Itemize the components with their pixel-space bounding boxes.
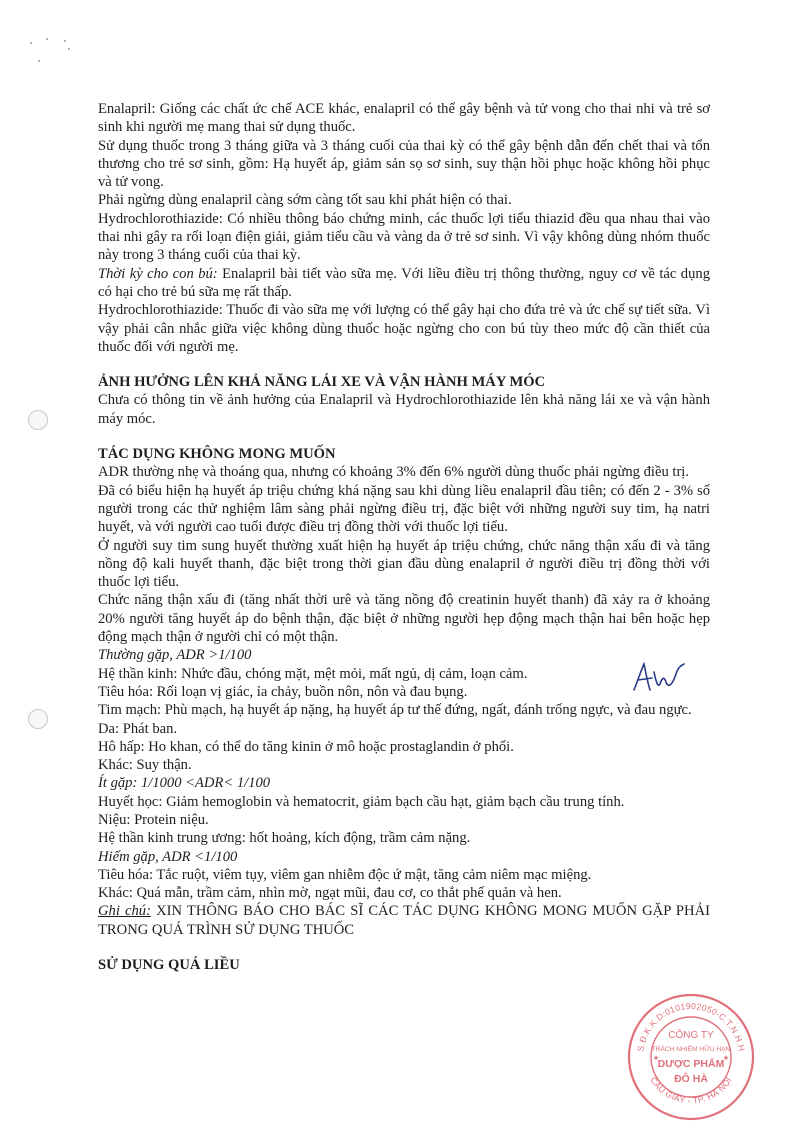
adverse-intro: ADR thường nhẹ và thoáng qua, nhưng có khoảng 3% đến 6% người dùng thuốc phải ngừng điều trị. [98,464,690,481]
punch-hole-top [28,410,48,430]
rare-other: Khác: Quá mẫn, trầm cảm, nhìn mờ, ngạt mũi, đau cơ, co thắt phế quản và hen. [98,885,562,902]
note-paragraph [98,902,710,939]
common-label: Thường gặp, ADR >1/100 [98,647,252,664]
driving-heading: ẢNH HƯỞNG LÊN KHẢ NĂNG LÁI XE VÀ VẬN HÀNH MÁY MÓC [98,374,546,391]
rare-digestive: Tiêu hóa: Tắc ruột, viêm tụy, viêm gan nhiễm độc ứ mật, tăng cảm niêm mạc miệng. [98,866,592,883]
lactation-paragraph [98,265,710,302]
lactation-hctz: Hydrochlorothiazide: Thuốc đi vào sữa mẹ với lượng có thể gây hại cho đứa trẻ và ức chế sự tiết sữa. Vì vậy phải cân nhắc giữa việc không dùng thuốc hoặc ngừng cho con bú tùy theo mức độ cần thiết của thuốc đối với người mẹ. [98,302,710,355]
adverse-heart-failure: Ở người suy tim sung huyết thường xuất hiện hạ huyết áp triệu chứng, chức năng thận xấu đi và tăng nồng độ kali huyết thanh, đặc biệt trong thời gian đầu dùng enalapril ở người điều trị đồng thời với thuốc lợi tiểu. [98,537,710,591]
stamp-bottom-arc: CẦU GIẤY - TP. HÀ NỘI [648,1075,734,1106]
stamp-line-3: DƯỢC PHẨM [657,1058,725,1070]
pregnancy-hctz: Hydrochlorothiazide: Có nhiều thông báo chứng minh, các thuốc lợi tiểu thiazid đều qua nhau thai vào thai nhi gây ra rối loạn điện giải, giảm tiểu cầu và vàng da ở trẻ sơ sinh. Vì vậy không dùng nhóm thuốc này trong 3 tháng cuối của thai kỳ. [98,210,710,264]
lactation-label: Thời kỳ cho con bú: [98,265,218,282]
uncommon-cns: Hệ thần kinh trung ương: hốt hoảng, kích động, trầm cảm nặng. [98,830,471,847]
company-seal [624,990,758,1124]
stamp-line-2: TRÁCH NHIỆM HỮU HẠN [651,1046,731,1053]
common-digestive: Tiêu hóa: Rối loạn vị giác, ỉa chảy, buồn nôn, nôn và đau bụng. [98,683,468,700]
pregnancy-trimester: Sử dụng thuốc trong 3 tháng giữa và 3 tháng cuối của thai kỳ có thể gây bệnh dẫn đến chết thai và tổn thương cho trẻ sơ sinh, gồm: Hạ huyết áp, giảm sản sọ sơ sinh, suy thận hồi phục hoặc không hồi phục và tử vong. [98,137,710,191]
common-other: Khác: Suy thận. [98,757,192,774]
stamp-top-arc: S.Đ.K.K.D:0101902050-C.T.N.H.H [635,1000,747,1053]
lactation-text: Enalapril bài tiết vào sữa mẹ. Với liều điều trị thông thường, nguy cơ về tác dụng có hại cho trẻ bú sữa mẹ rất thấp. [98,265,710,300]
overdose-heading: SỬ DỤNG QUÁ LIỀU [98,957,240,974]
note-text: XIN THÔNG BÁO CHO BÁC SĨ CÁC TÁC DỤNG KHÔNG MONG MUỐN GẶP PHẢI TRONG QUÁ TRÌNH SỬ DỤNG THUỐC [98,903,710,938]
uncommon-label: Ít gặp: 1/1000 <ADR< 1/100 [98,775,271,792]
stamp-line-4: ĐÔ HÀ [674,1073,708,1085]
uncommon-urinary: Niệu: Protein niệu. [98,811,209,828]
common-cardio: Tim mạch: Phù mạch, hạ huyết áp nặng, hạ huyết áp tư thế đứng, ngất, đánh trống ngực, và đau ngực. [98,702,692,719]
punch-hole-bottom [28,709,48,729]
adverse-hypotension: Đã có biểu hiện hạ huyết áp triệu chứng khá nặng sau khi dùng liều enalapril đầu tiên; có đến 2 - 3% số người trong các thử nghiệm lâm sàng phải ngừng điều trị, đặc biệt với những người suy tim, hạ natri huyết, và với người cao tuổi được điều trị đồng thời với thuốc lợi tiểu. [98,482,710,536]
pregnancy-enalapril: Enalapril: Giống các chất ức chế ACE khác, enalapril có thể gây bệnh và tử vong cho thai nhi và trẻ sơ sinh khi người mẹ mang thai sử dụng thuốc. [98,101,710,136]
common-nervous: Hệ thần kinh: Nhức đầu, chóng mặt, mệt mỏi, mất ngủ, dị cảm, loạn cảm. [98,665,528,682]
handwritten-signature [628,660,688,696]
stamp-line-1: CÔNG TY [668,1030,714,1041]
document-body [98,100,710,974]
stamp-star-right-icon: ★ [722,1054,730,1062]
adverse-heading: TÁC DỤNG KHÔNG MONG MUỐN [98,446,336,463]
uncommon-blood: Huyết học: Giảm hemoglobin và hematocrit, giảm bạch cầu hạt, giảm bạch cầu trung tính. [98,793,625,810]
rare-label: Hiếm gặp, ADR <1/100 [98,848,238,865]
stamp-star-left-icon: ★ [652,1054,660,1062]
adverse-renal: Chức năng thận xấu đi (tăng nhất thời urê và tăng nồng độ creatinin huyết thanh) đã xảy ra ở khoảng 20% người tăng huyết áp do bệnh thận, đặc biệt ở những người hẹp động mạch thận hai bên hoặc hẹp động mạch thận ở người chỉ có một thận. [98,592,710,646]
driving-text: Chưa có thông tin về ảnh hưởng của Enalapril và Hydrochlorothiazide lên khả năng lái xe và vận hành máy móc. [98,392,710,427]
pregnancy-stop: Phải ngừng dùng enalapril càng sớm càng tốt sau khi phát hiện có thai. [98,192,512,209]
note-label: Ghi chú: [98,903,151,920]
common-respiratory: Hô hấp: Ho khan, có thể do tăng kinin ở mô hoặc prostaglandin ở phổi. [98,738,514,755]
common-skin: Da: Phát ban. [98,720,178,737]
